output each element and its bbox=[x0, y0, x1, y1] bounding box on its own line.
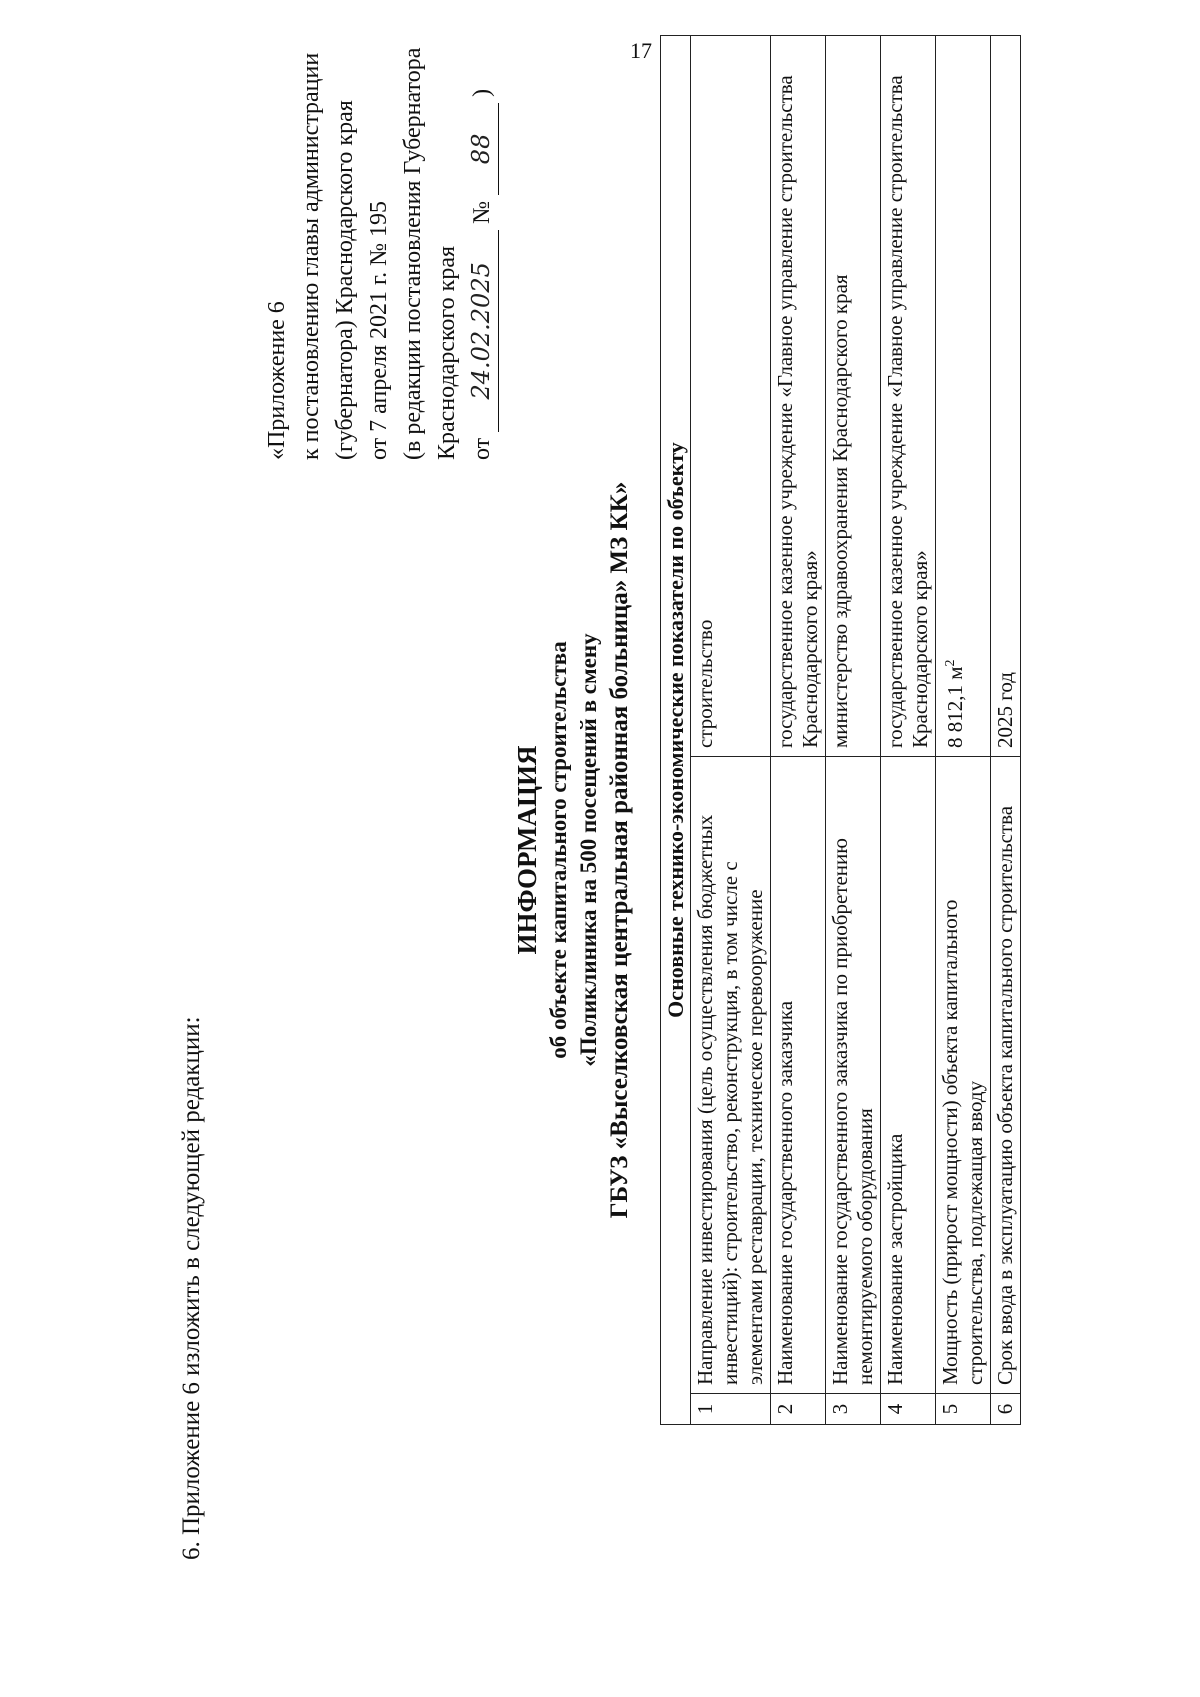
table-header: Основные технико-экономические показатели по объекту bbox=[661, 36, 691, 1425]
number-prefix: № bbox=[469, 200, 495, 224]
heading-line-2: об объекте капитального строительства bbox=[546, 641, 571, 1059]
appendix-line: «Приложение 6 bbox=[264, 301, 290, 460]
row-value: 2025 год bbox=[991, 36, 1021, 757]
document-heading bbox=[510, 400, 636, 1300]
table-row bbox=[881, 36, 936, 1425]
row-number: 2 bbox=[771, 1394, 826, 1425]
date-prefix: от bbox=[469, 437, 495, 460]
appendix-line: (в редакции постановления Губернатора bbox=[400, 47, 426, 460]
row-label: Направление инвестирования (цель осуществления бюджетных инвестиций): строительство, реконструкция, в том числе с элементами реставрации, техническое перевооружение bbox=[691, 757, 771, 1394]
appendix-line: Краснодарского края bbox=[434, 245, 460, 460]
row-value: государственное казенное учреждение «Главное управление строительства Краснодарского края» bbox=[771, 36, 826, 757]
heading-line-3: «Поликлиника на 500 посещений в смену bbox=[576, 633, 601, 1067]
row-value: строительство bbox=[691, 36, 771, 757]
table-row bbox=[771, 36, 826, 1425]
indicators-table bbox=[660, 35, 1021, 1425]
appendix-line: (губернатора) Краснодарского края bbox=[332, 100, 358, 460]
row-label: Мощность (прирост мощности) объекта капитального строительства, подлежащая вводу bbox=[936, 757, 991, 1394]
row-number: 1 bbox=[691, 1394, 771, 1425]
unit-superscript: 2 bbox=[943, 659, 958, 667]
row-label: Срок ввода в эксплуатацию объекта капитального строительства bbox=[991, 757, 1021, 1394]
row-number: 3 bbox=[826, 1394, 881, 1425]
appendix-date-line bbox=[464, 80, 499, 460]
row-label: Наименование застройщика bbox=[881, 757, 936, 1394]
heading-line-4: ГБУЗ «Выселковская центральная районная больница» МЗ КК» bbox=[606, 481, 633, 1219]
table-row bbox=[691, 36, 771, 1425]
table-header-row bbox=[661, 36, 691, 1425]
heading-title: ИНФОРМАЦИЯ bbox=[512, 745, 542, 955]
intro-text: 6. Приложение 6 изложить в следующей редакции: bbox=[178, 1016, 205, 1560]
page-number: 17 bbox=[630, 38, 652, 63]
appendix-block bbox=[260, 47, 499, 460]
row-value: министерство здравоохранения Краснодарского края bbox=[826, 36, 881, 757]
row-number: 5 bbox=[936, 1394, 991, 1425]
row-value: 8 812,1 м bbox=[943, 666, 967, 748]
table-row bbox=[936, 36, 991, 1425]
handwritten-date: 24.02.2025 bbox=[464, 230, 499, 432]
table-row bbox=[826, 36, 881, 1425]
close-paren: ) bbox=[469, 88, 495, 97]
table-row bbox=[991, 36, 1021, 1425]
appendix-line: к постановлению главы администрации bbox=[298, 52, 324, 460]
handwritten-number: 88 bbox=[464, 103, 499, 195]
row-value-cell bbox=[936, 36, 991, 757]
row-number: 4 bbox=[881, 1394, 936, 1425]
row-value: государственное казенное учреждение «Главное управление строительства Краснодарского края» bbox=[881, 36, 936, 757]
row-label: Наименование государственного заказчика bbox=[771, 757, 826, 1394]
row-number: 6 bbox=[991, 1394, 1021, 1425]
appendix-line: от 7 апреля 2021 г. № 195 bbox=[366, 200, 392, 460]
row-label: Наименование государственного заказчика по приобретению немонтируемого оборудования bbox=[826, 757, 881, 1394]
